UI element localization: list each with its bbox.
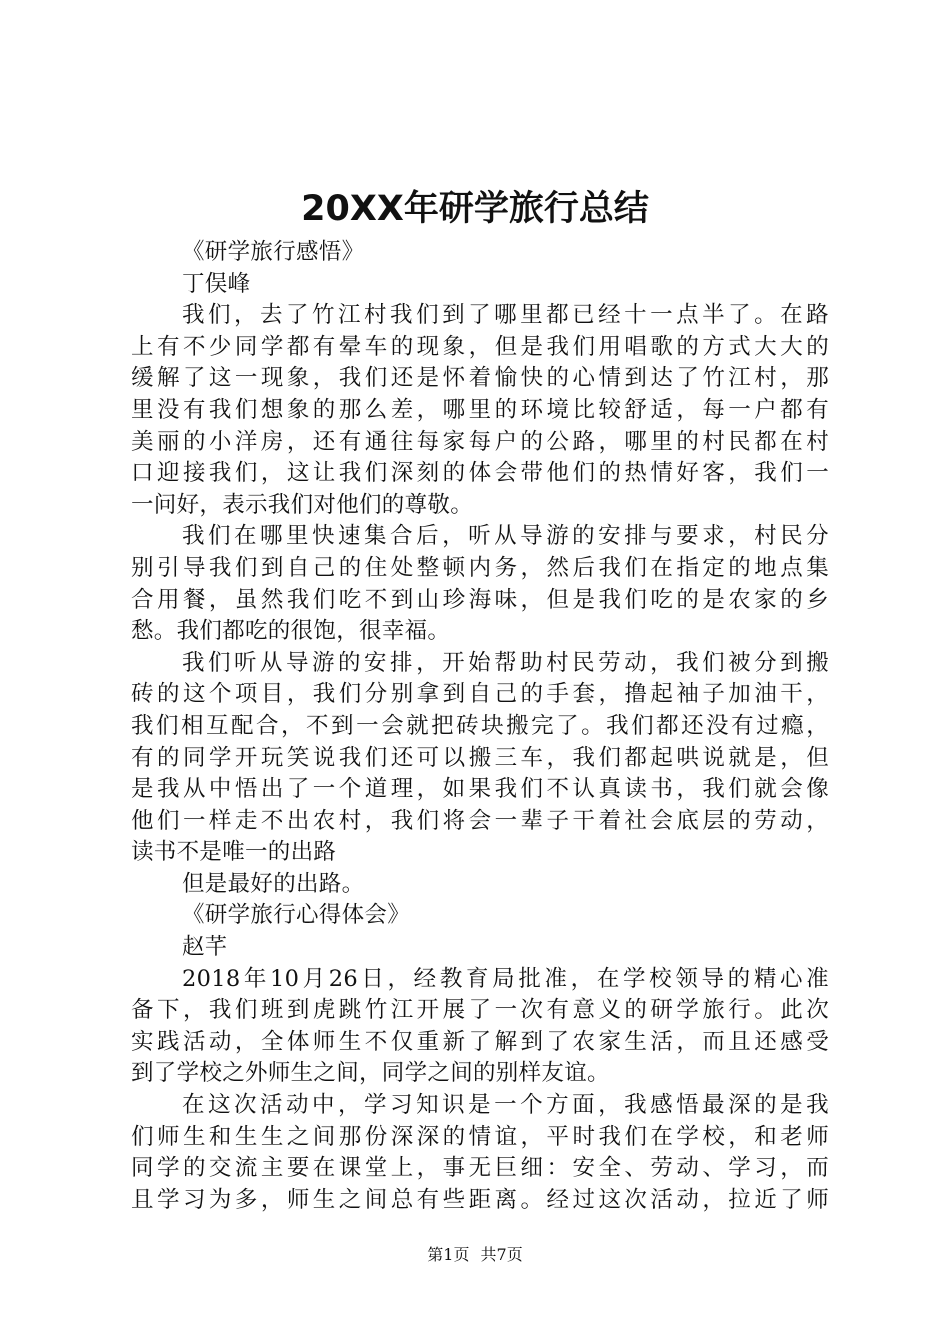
text-line: 上有不少同学都有晕车的现象，但是我们用唱歌的方式大大的 (131, 333, 829, 360)
page-footer (0, 1242, 950, 1265)
text-line: 是我从中悟出了一个道理，如果我们不认真读书，我们就会像 (131, 776, 829, 803)
text-line: 我们在哪里快速集合后，听从导游的安排与要求，村民分 (182, 523, 829, 550)
document-body (131, 237, 829, 1216)
text-line: 愁。我们都吃的很饱，很幸福。 (131, 618, 451, 645)
document-title: 20XX年研学旅行总结 (301, 189, 649, 229)
text-line: 有的同学开玩笑说我们还可以搬三车，我们都起哄说就是，但 (131, 744, 829, 771)
text-line: 缓解了这一现象，我们还是怀着愉快的心情到达了竹江村，那 (131, 365, 829, 392)
text-line: 别引导我们到自己的住处整顿内务，然后我们在指定的地点集 (131, 554, 829, 581)
text-line: 在这次活动中，学习知识是一个方面，我感悟最深的是我 (182, 1092, 829, 1119)
text-line: 一问好，表示我们对他们的尊敬。 (131, 491, 474, 518)
text-line: 美丽的小洋房，还有通往每家每户的公路，哪里的村民都在村 (131, 428, 829, 455)
text-line: 他们一样走不出农村，我们将会一辈子干着社会底层的劳动， (131, 807, 829, 834)
text-line: 同学的交流主要在课堂上，事无巨细：安全、劳动、学习，而 (131, 1155, 829, 1182)
text-line: 读书不是唯一的出路 (131, 839, 337, 866)
text-line: 《研学旅行心得体会》 (182, 902, 411, 929)
text-line: 备下，我们班到虎跳竹江开展了一次有意义的研学旅行。此次 (131, 997, 829, 1024)
text-line: 我们听从导游的安排，开始帮助村民劳动，我们被分到搬 (182, 649, 829, 676)
text-line: 《研学旅行感悟》 (182, 239, 365, 265)
page-number: 第1页 (427, 1245, 470, 1264)
page-total: 共7页 (480, 1245, 523, 1264)
text-line: 且学习为多，师生之间总有些距离。经过这次活动，拉近了师 (131, 1186, 829, 1213)
text-line: 我们相互配合，不到一会就把砖块搬完了。我们都还没有过瘾， (131, 712, 829, 739)
text-line: 到了学校之外师生之间，同学之间的别样友谊。 (131, 1060, 610, 1087)
text-line: 我们，去了竹江村我们到了哪里都已经十一点半了。在路 (182, 302, 829, 329)
text-line: 丁俣峰 (182, 270, 251, 297)
text-line: 合用餐，虽然我们吃不到山珍海味，但是我们吃的是农家的乡 (131, 586, 829, 613)
text-line: 砖的这个项目，我们分别拿到自己的手套，撸起袖子加油干， (131, 681, 829, 708)
text-line: 里没有我们想象的那么差，哪里的环境比较舒适，每一户都有 (131, 396, 829, 423)
text-line: 赵芊 (182, 934, 228, 961)
text-line: 们师生和生生之间那份深深的情谊，平时我们在学校，和老师 (131, 1123, 829, 1150)
text-line: 口迎接我们，这让我们深刻的体会带他们的热情好客，我们一 (131, 460, 829, 487)
text-line: 实践活动，全体师生不仅重新了解到了农家生活，而且还感受 (131, 1028, 829, 1055)
text-line: 2018年10月26日，经教育局批准，在学校领导的精心准 (182, 965, 829, 992)
text-line: 但是最好的出路。 (182, 870, 365, 897)
